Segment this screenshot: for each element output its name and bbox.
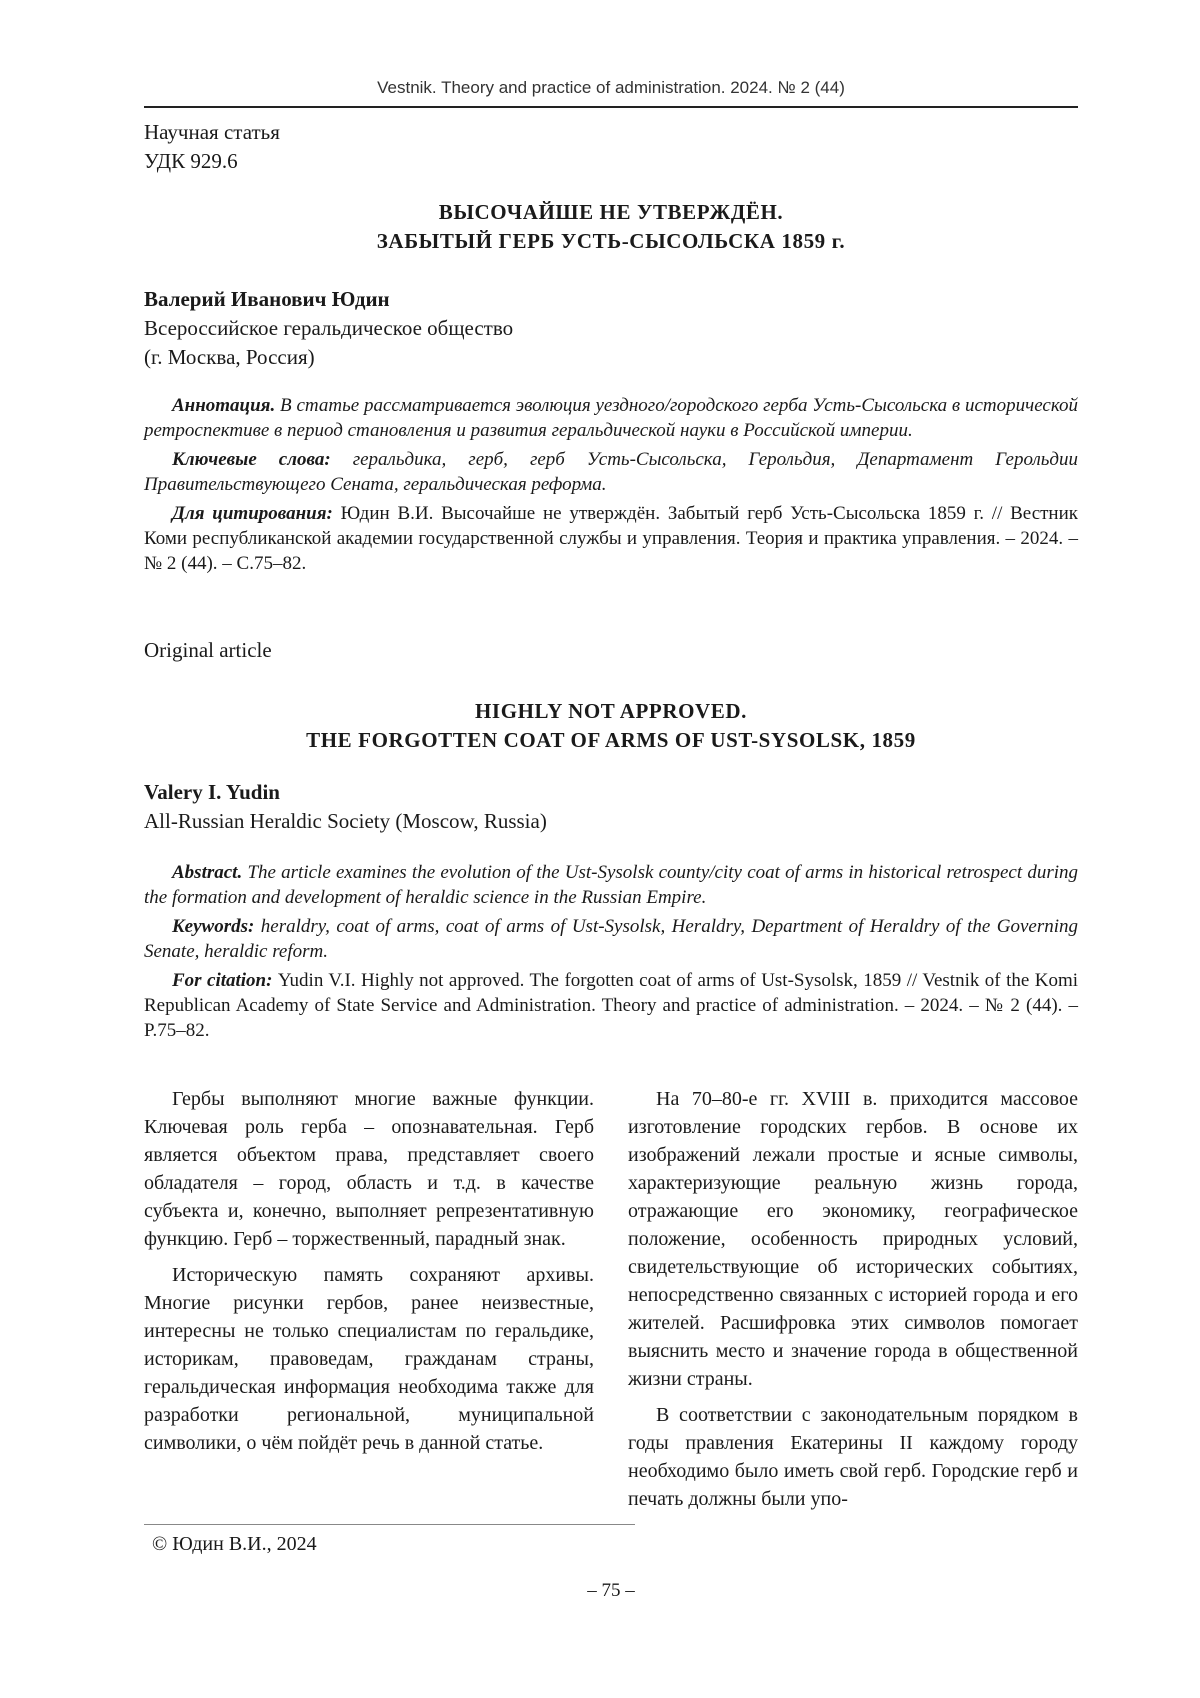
affiliation-en: All-Russian Heraldic Society (Moscow, Russia) <box>144 809 547 833</box>
keywords-en <box>144 914 1078 964</box>
abstract-label-en: Abstract. <box>172 862 243 883</box>
body-paragraph: На 70–80-е гг. XVIII в. приходится массовое изготовление городских гербов. В основе их изображений лежали простые и ясные символы, характеризующие реальную жизнь города, отражающие его экономику, географическое положение, особенность природных условий, свидетельствующие об исторических событиях, непосредственно связанных с историей города и его жителей. Расшифровка этих символов помогает выяснить место и значение города в общественной жизни страны. <box>628 1088 1078 1390</box>
location-ru: (г. Москва, Россия) <box>144 345 315 369</box>
abstract-ru <box>144 393 1078 443</box>
copyright: © Юдин В.И., 2024 <box>152 1533 317 1555</box>
footnote-rule <box>144 1524 635 1525</box>
abstract-label-ru: Аннотация. <box>172 395 276 416</box>
udc-code: УДК 929.6 <box>144 149 238 173</box>
article-type-en: Original article <box>144 638 272 662</box>
body-paragraph: Историческую память сохраняют архивы. Многие рисунки гербов, ранее неизвестные, интересны не только специалистам по геральдике, историкам, правоведам, гражданам страны, геральдическая информация необходима также для разработки региональной, муниципальной символики, о чём пойдёт речь в данной статье. <box>144 1264 594 1454</box>
title-ru-line1: ВЫСОЧАЙШЕ НЕ УТВЕРЖДЁН. <box>438 200 784 224</box>
abstract-text-en: The article examines the evolution of the Ust-Sysolsk county/city coat of arms in historical retrospect during the formation and development of heraldic science in the Russian Empire. <box>144 862 1078 908</box>
keywords-label-ru: Ключевые слова: <box>172 449 331 470</box>
title-ru-line2: ЗАБЫТЫЙ ГЕРБ УСТЬ-СЫСОЛЬСКА 1859 г. <box>376 229 846 253</box>
citation-text-en: Yudin V.I. Highly not approved. The forgotten coat of arms of Ust-Sysolsk, 1859 // Vestnik of the Komi Republican Academy of State Service and Administration. Theory and practice of administration. – 2024. – № 2 (44). – P.75–82. <box>144 970 1079 1041</box>
body-paragraph: Гербы выполняют многие важные функции. Ключевая роль герба – опознавательная. Герб является объектом права, представляет своего обладателя – город, область и т.д. в качестве субъекта и, конечно, выполняет репрезентативную функцию. Герб – торжественный, парадный знак. <box>144 1088 594 1250</box>
title-ru <box>144 198 1078 256</box>
body-paragraph: В соответствии с законодательным порядком в годы правления Екатерины II каждому городу необходимо было иметь свой герб. Городские герб и печать должны были упо- <box>628 1404 1078 1510</box>
citation-label-ru: Для цитирования: <box>172 503 333 524</box>
running-header: Vestnik. Theory and practice of administration. 2024. № 2 (44) <box>377 78 845 97</box>
keywords-text-en: heraldry, coat of arms, coat of arms of Ust-Sysolsk, Heraldry, Department of Heraldry of the Governing Senate, heraldic reform. <box>144 916 1079 962</box>
abstract-block-en <box>144 860 1078 1047</box>
article-type: Научная статья <box>144 120 280 144</box>
title-en-line2: THE FORGOTTEN COAT OF ARMS OF UST-SYSOLSK, 1859 <box>306 728 916 752</box>
keywords-label-en: Keywords: <box>172 916 255 937</box>
keywords-ru <box>144 447 1078 497</box>
body-column-left <box>144 1085 594 1465</box>
abstract-en <box>144 860 1078 910</box>
author-name-ru: Валерий Иванович Юдин <box>144 287 390 311</box>
author-block-en <box>144 778 547 836</box>
author-name-en: Valery I. Yudin <box>144 780 280 804</box>
affiliation-ru: Всероссийское геральдическое общество <box>144 316 514 340</box>
citation-text-ru: Юдин В.И. Высочайше не утверждён. Забытый герб Усть-Сысольска 1859 г. // Вестник Коми республиканской академии государственной службы и управления. Теория и практика управления. – 2024. – № 2 (44). – С.75–82. <box>144 503 1078 574</box>
keywords-text-ru: геральдика, герб, герб Усть-Сысольска, Герольдия, Департамент Герольдии Правительствующего Сената, геральдическая реформа. <box>144 449 1079 495</box>
abstract-text-ru: В статье рассматривается эволюция уездного/городского герба Усть-Сысольска в исторической ретроспективе в период становления и развития геральдической науки в Российской империи. <box>144 395 1078 441</box>
article-meta <box>144 118 280 176</box>
abstract-block-ru <box>144 393 1078 580</box>
citation-en <box>144 968 1078 1043</box>
title-en <box>144 697 1078 755</box>
body-column-right <box>628 1085 1078 1521</box>
citation-ru <box>144 501 1078 576</box>
title-en-line1: HIGHLY NOT APPROVED. <box>474 699 748 723</box>
page-number: – 75 – <box>587 1580 635 1601</box>
citation-label-en: For citation: <box>172 970 273 991</box>
header-rule <box>144 106 1078 108</box>
author-block-ru <box>144 285 513 372</box>
